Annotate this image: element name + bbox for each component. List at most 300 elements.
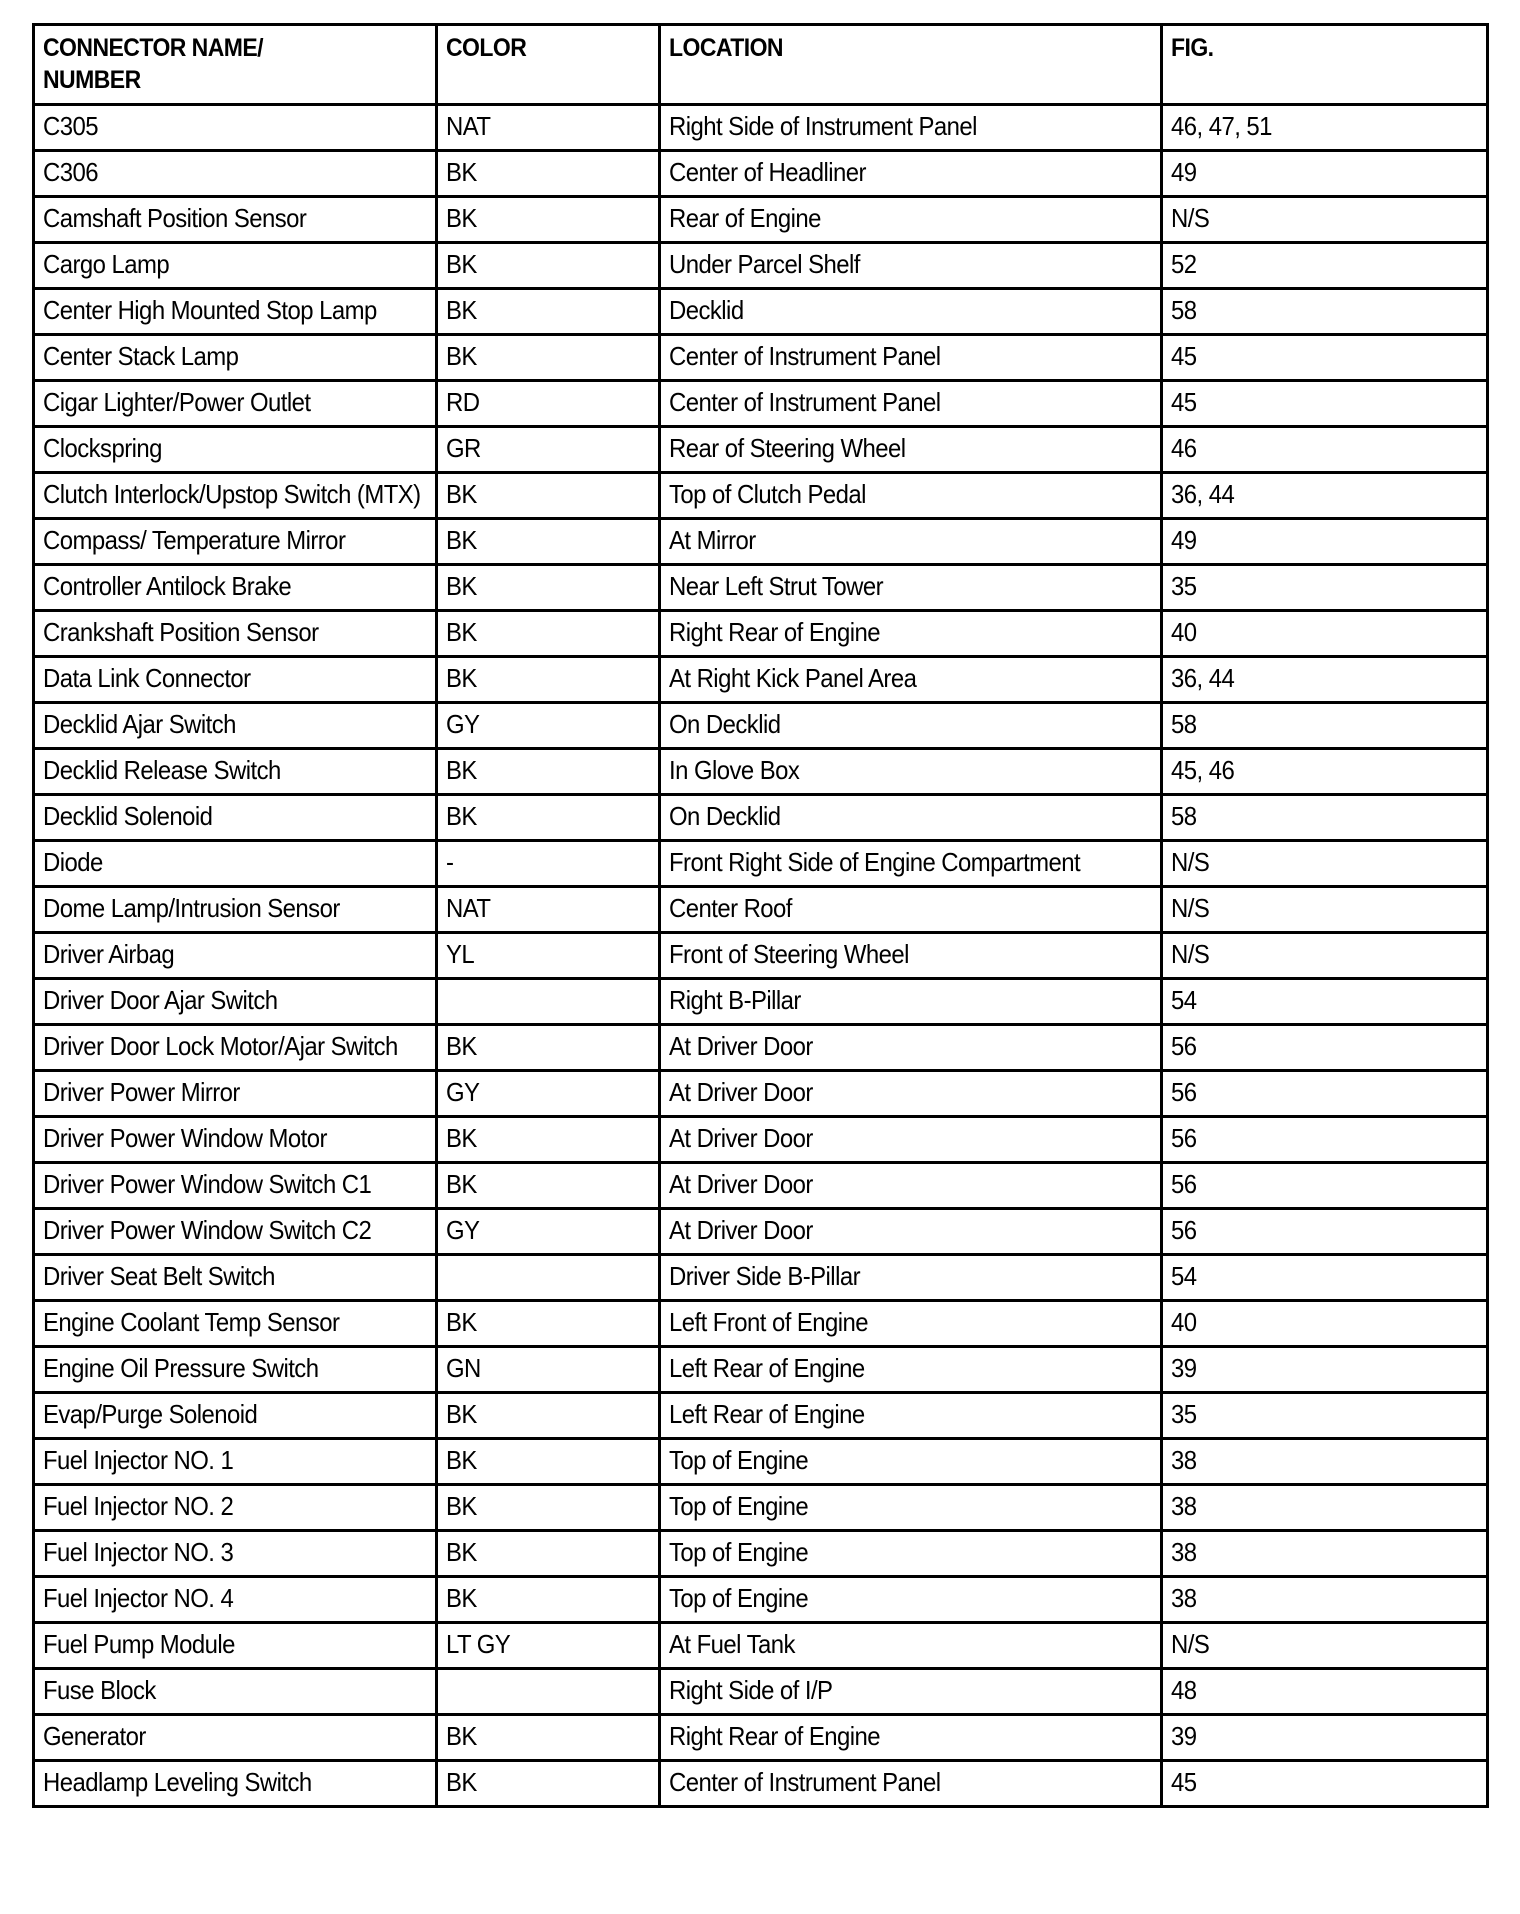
fig-cell xyxy=(1162,1071,1488,1117)
location-cell xyxy=(660,657,1162,703)
connector-name-cell-text: Cargo Lamp xyxy=(43,249,170,279)
location-cell-text: On Decklid xyxy=(669,709,781,739)
fig-cell xyxy=(1162,151,1488,197)
header-connector-name-text: CONNECTOR NAME/ NUMBER xyxy=(43,34,264,94)
connector-name-cell-text: Center High Mounted Stop Lamp xyxy=(43,295,377,325)
fig-cell-text: N/S xyxy=(1171,939,1210,969)
fig-cell-text: 54 xyxy=(1171,985,1197,1015)
color-cell-text: BK xyxy=(446,1031,477,1061)
connector-name-cell-text: Engine Oil Pressure Switch xyxy=(43,1353,319,1383)
location-cell-text: Right Rear of Engine xyxy=(669,1721,881,1751)
color-cell xyxy=(437,657,660,703)
color-cell xyxy=(437,427,660,473)
color-cell-text: BK xyxy=(446,1767,477,1797)
location-cell xyxy=(660,1071,1162,1117)
fig-cell xyxy=(1162,1439,1488,1485)
connector-name-cell xyxy=(34,1531,437,1577)
table-row xyxy=(34,979,1488,1025)
color-cell xyxy=(437,151,660,197)
header-location xyxy=(660,25,1162,105)
fig-cell-text: N/S xyxy=(1171,203,1210,233)
table-row xyxy=(34,105,1488,151)
connector-name-cell xyxy=(34,657,437,703)
location-cell xyxy=(660,1485,1162,1531)
connector-name-cell-text: Fuse Block xyxy=(43,1675,156,1705)
fig-cell xyxy=(1162,243,1488,289)
location-cell xyxy=(660,1531,1162,1577)
location-cell-text: Rear of Engine xyxy=(669,203,821,233)
location-cell xyxy=(660,1577,1162,1623)
location-cell xyxy=(660,1669,1162,1715)
fig-cell-text: 56 xyxy=(1171,1215,1197,1245)
color-cell-text: BK xyxy=(446,1583,477,1613)
connector-name-cell xyxy=(34,1117,437,1163)
color-cell xyxy=(437,1071,660,1117)
location-cell-text: Left Front of Engine xyxy=(669,1307,869,1337)
connector-name-cell-text: Driver Power Window Switch C1 xyxy=(43,1169,372,1199)
location-cell-text: Top of Engine xyxy=(669,1537,809,1567)
table-row xyxy=(34,1301,1488,1347)
location-cell xyxy=(660,427,1162,473)
fig-cell xyxy=(1162,1761,1488,1807)
connector-name-cell-text: Compass/ Temperature Mirror xyxy=(43,525,346,555)
connector-name-cell xyxy=(34,1347,437,1393)
color-cell xyxy=(437,749,660,795)
location-cell xyxy=(660,841,1162,887)
connector-name-cell-text: Driver Door Lock Motor/Ajar Switch xyxy=(43,1031,398,1061)
location-cell-text: Right B-Pillar xyxy=(669,985,801,1015)
color-cell-text: BK xyxy=(446,203,477,233)
location-cell xyxy=(660,473,1162,519)
color-cell xyxy=(437,1025,660,1071)
location-cell xyxy=(660,1347,1162,1393)
color-cell xyxy=(437,611,660,657)
table-row xyxy=(34,1485,1488,1531)
connector-name-cell xyxy=(34,197,437,243)
fig-cell-text: 45 xyxy=(1171,341,1197,371)
location-cell-text: Near Left Strut Tower xyxy=(669,571,883,601)
connector-name-cell xyxy=(34,427,437,473)
fig-cell xyxy=(1162,887,1488,933)
color-cell-text: BK xyxy=(446,801,477,831)
color-cell-text: BK xyxy=(446,1721,477,1751)
location-cell-text: At Driver Door xyxy=(669,1169,813,1199)
color-cell xyxy=(437,1715,660,1761)
fig-cell xyxy=(1162,1485,1488,1531)
location-cell xyxy=(660,979,1162,1025)
connector-name-cell xyxy=(34,1393,437,1439)
location-cell-text: At Driver Door xyxy=(669,1031,813,1061)
fig-cell-text: 58 xyxy=(1171,801,1197,831)
table-row xyxy=(34,1163,1488,1209)
color-cell-text: BK xyxy=(446,1169,477,1199)
connector-name-cell xyxy=(34,151,437,197)
header-fig xyxy=(1162,25,1488,105)
fig-cell xyxy=(1162,1255,1488,1301)
connector-name-cell-text: Controller Antilock Brake xyxy=(43,571,292,601)
header-color xyxy=(437,25,660,105)
table-body xyxy=(34,105,1488,1807)
location-cell xyxy=(660,1761,1162,1807)
header-fig-text: FIG. xyxy=(1171,34,1214,62)
color-cell-text: NAT xyxy=(446,893,491,923)
color-cell-text: YL xyxy=(446,939,475,969)
table-row xyxy=(34,933,1488,979)
connector-name-cell xyxy=(34,473,437,519)
color-cell xyxy=(437,335,660,381)
location-cell xyxy=(660,1117,1162,1163)
connector-name-cell-text: Dome Lamp/Intrusion Sensor xyxy=(43,893,340,923)
location-cell-text: Right Side of I/P xyxy=(669,1675,833,1705)
location-cell xyxy=(660,933,1162,979)
fig-cell-text: 38 xyxy=(1171,1537,1197,1567)
location-cell-text: Center of Instrument Panel xyxy=(669,341,941,371)
location-cell xyxy=(660,151,1162,197)
location-cell xyxy=(660,197,1162,243)
table-row xyxy=(34,1761,1488,1807)
location-cell xyxy=(660,1255,1162,1301)
location-cell-text: Front Right Side of Engine Compartment xyxy=(669,847,1081,877)
connector-name-cell-text: Clockspring xyxy=(43,433,162,463)
location-cell xyxy=(660,1209,1162,1255)
color-cell xyxy=(437,243,660,289)
connector-name-cell-text: Driver Seat Belt Switch xyxy=(43,1261,275,1291)
connector-name-cell xyxy=(34,979,437,1025)
connector-name-cell-text: Driver Airbag xyxy=(43,939,175,969)
table-row xyxy=(34,1669,1488,1715)
table-row xyxy=(34,611,1488,657)
color-cell xyxy=(437,1209,660,1255)
color-cell-text: RD xyxy=(446,387,480,417)
connector-name-cell-text: Evap/Purge Solenoid xyxy=(43,1399,258,1429)
location-cell-text: Center of Instrument Panel xyxy=(669,387,941,417)
color-cell xyxy=(437,565,660,611)
connector-name-cell-text: Fuel Injector NO. 4 xyxy=(43,1583,234,1613)
fig-cell xyxy=(1162,427,1488,473)
connector-name-cell-text: C306 xyxy=(43,157,98,187)
location-cell-text: Under Parcel Shelf xyxy=(669,249,860,279)
connector-name-cell xyxy=(34,1715,437,1761)
fig-cell-text: 49 xyxy=(1171,525,1197,555)
location-cell-text: Front of Steering Wheel xyxy=(669,939,909,969)
connector-name-cell xyxy=(34,1439,437,1485)
location-cell-text: In Glove Box xyxy=(669,755,800,785)
color-cell-text: BK xyxy=(446,341,477,371)
connector-name-cell-text: Cigar Lighter/Power Outlet xyxy=(43,387,311,417)
fig-cell xyxy=(1162,1623,1488,1669)
fig-cell-text: 56 xyxy=(1171,1077,1197,1107)
color-cell-text: GR xyxy=(446,433,481,463)
color-cell-text: BK xyxy=(446,157,477,187)
fig-cell-text: 48 xyxy=(1171,1675,1197,1705)
fig-cell xyxy=(1162,749,1488,795)
color-cell-text: BK xyxy=(446,1445,477,1475)
location-cell-text: Top of Engine xyxy=(669,1445,809,1475)
table-row xyxy=(34,151,1488,197)
location-cell-text: Center Roof xyxy=(669,893,792,923)
location-cell xyxy=(660,1163,1162,1209)
fig-cell-text: 56 xyxy=(1171,1031,1197,1061)
connector-name-cell xyxy=(34,1071,437,1117)
fig-cell xyxy=(1162,1669,1488,1715)
connector-name-cell xyxy=(34,289,437,335)
location-cell-text: At Fuel Tank xyxy=(669,1629,795,1659)
connector-name-cell xyxy=(34,1255,437,1301)
location-cell-text: Driver Side B-Pillar xyxy=(669,1261,861,1291)
fig-cell-text: 46, 47, 51 xyxy=(1171,111,1272,141)
fig-cell xyxy=(1162,933,1488,979)
connector-name-cell xyxy=(34,335,437,381)
color-cell xyxy=(437,703,660,749)
fig-cell-text: 39 xyxy=(1171,1353,1197,1383)
table-row xyxy=(34,1531,1488,1577)
location-cell-text: Right Rear of Engine xyxy=(669,617,881,647)
fig-cell-text: 45 xyxy=(1171,387,1197,417)
color-cell-text: BK xyxy=(446,617,477,647)
location-cell xyxy=(660,519,1162,565)
location-cell-text: At Driver Door xyxy=(669,1215,813,1245)
location-cell xyxy=(660,1715,1162,1761)
color-cell-text: BK xyxy=(446,571,477,601)
fig-cell xyxy=(1162,979,1488,1025)
location-cell xyxy=(660,1439,1162,1485)
connector-name-cell xyxy=(34,749,437,795)
color-cell-text: GY xyxy=(446,709,480,739)
table-row xyxy=(34,335,1488,381)
color-cell xyxy=(437,519,660,565)
connector-name-cell-text: Engine Coolant Temp Sensor xyxy=(43,1307,340,1337)
location-cell-text: Right Side of Instrument Panel xyxy=(669,111,977,141)
color-cell xyxy=(437,887,660,933)
connector-name-cell xyxy=(34,1577,437,1623)
table-row xyxy=(34,1025,1488,1071)
fig-cell xyxy=(1162,519,1488,565)
location-cell xyxy=(660,703,1162,749)
connector-name-cell-text: Driver Door Ajar Switch xyxy=(43,985,278,1015)
location-cell xyxy=(660,243,1162,289)
connector-name-cell-text: Center Stack Lamp xyxy=(43,341,239,371)
fig-cell xyxy=(1162,611,1488,657)
fig-cell xyxy=(1162,841,1488,887)
fig-cell-text: 45, 46 xyxy=(1171,755,1235,785)
connector-name-cell xyxy=(34,933,437,979)
fig-cell-text: 40 xyxy=(1171,1307,1197,1337)
connector-name-cell-text: Fuel Injector NO. 3 xyxy=(43,1537,234,1567)
fig-cell-text: 49 xyxy=(1171,157,1197,187)
fig-cell xyxy=(1162,197,1488,243)
connector-name-cell xyxy=(34,1623,437,1669)
table-row xyxy=(34,381,1488,427)
fig-cell-text: 56 xyxy=(1171,1123,1197,1153)
fig-cell xyxy=(1162,289,1488,335)
connector-name-cell-text: Driver Power Mirror xyxy=(43,1077,240,1107)
fig-cell-text: 46 xyxy=(1171,433,1197,463)
location-cell-text: At Right Kick Panel Area xyxy=(669,663,917,693)
fig-cell xyxy=(1162,105,1488,151)
fig-cell xyxy=(1162,565,1488,611)
location-cell-text: Decklid xyxy=(669,295,744,325)
fig-cell-text: N/S xyxy=(1171,847,1210,877)
fig-cell xyxy=(1162,795,1488,841)
fig-cell-text: 54 xyxy=(1171,1261,1197,1291)
fig-cell-text: 35 xyxy=(1171,1399,1197,1429)
connector-name-cell-text: Fuel Injector NO. 1 xyxy=(43,1445,234,1475)
color-cell xyxy=(437,1623,660,1669)
connector-name-cell xyxy=(34,565,437,611)
connector-name-cell xyxy=(34,611,437,657)
connector-name-cell-text: Camshaft Position Sensor xyxy=(43,203,307,233)
location-cell-text: Top of Engine xyxy=(669,1491,809,1521)
table-row xyxy=(34,1209,1488,1255)
color-cell xyxy=(437,473,660,519)
table-row xyxy=(34,1439,1488,1485)
location-cell xyxy=(660,1025,1162,1071)
connector-name-cell xyxy=(34,1209,437,1255)
location-cell-text: Center of Instrument Panel xyxy=(669,1767,941,1797)
fig-cell xyxy=(1162,1301,1488,1347)
table-row xyxy=(34,1347,1488,1393)
connector-name-cell-text: Fuel Injector NO. 2 xyxy=(43,1491,234,1521)
location-cell xyxy=(660,289,1162,335)
table-row xyxy=(34,473,1488,519)
fig-cell-text: 38 xyxy=(1171,1445,1197,1475)
connector-name-cell xyxy=(34,243,437,289)
color-cell-text: GN xyxy=(446,1353,481,1383)
color-cell-text: BK xyxy=(446,479,477,509)
color-cell-text: GY xyxy=(446,1215,480,1245)
color-cell-text: BK xyxy=(446,295,477,325)
color-cell xyxy=(437,1669,660,1715)
color-cell-text: NAT xyxy=(446,111,491,141)
color-cell-text: BK xyxy=(446,525,477,555)
fig-cell-text: 36, 44 xyxy=(1171,479,1235,509)
fig-cell xyxy=(1162,335,1488,381)
location-cell xyxy=(660,335,1162,381)
connector-name-cell-text: Decklid Release Switch xyxy=(43,755,281,785)
table-row xyxy=(34,749,1488,795)
location-cell xyxy=(660,565,1162,611)
fig-cell-text: 38 xyxy=(1171,1491,1197,1521)
fig-cell-text: 45 xyxy=(1171,1767,1197,1797)
connector-name-cell xyxy=(34,381,437,427)
header-color-text: COLOR xyxy=(446,34,527,62)
connector-name-cell-text: Headlamp Leveling Switch xyxy=(43,1767,312,1797)
color-cell xyxy=(437,1117,660,1163)
table-row xyxy=(34,887,1488,933)
color-cell xyxy=(437,795,660,841)
connector-name-cell xyxy=(34,1669,437,1715)
color-cell-text: - xyxy=(446,847,454,877)
location-cell xyxy=(660,1301,1162,1347)
header-row xyxy=(34,25,1488,105)
color-cell-text: BK xyxy=(446,1307,477,1337)
fig-cell xyxy=(1162,1393,1488,1439)
connector-name-cell xyxy=(34,1485,437,1531)
connector-name-cell xyxy=(34,105,437,151)
color-cell-text: GY xyxy=(446,1077,480,1107)
table-row xyxy=(34,1577,1488,1623)
color-cell xyxy=(437,1255,660,1301)
connector-name-cell-text: Decklid Solenoid xyxy=(43,801,213,831)
fig-cell xyxy=(1162,473,1488,519)
location-cell xyxy=(660,381,1162,427)
fig-cell xyxy=(1162,1347,1488,1393)
table-row xyxy=(34,1715,1488,1761)
color-cell xyxy=(437,105,660,151)
fig-cell xyxy=(1162,1163,1488,1209)
table-row xyxy=(34,795,1488,841)
color-cell-text: BK xyxy=(446,755,477,785)
table-row xyxy=(34,841,1488,887)
connector-name-cell-text: Data Link Connector xyxy=(43,663,251,693)
location-cell-text: Top of Clutch Pedal xyxy=(669,479,866,509)
connector-name-cell-text: Generator xyxy=(43,1721,146,1751)
header-connector-name xyxy=(34,25,437,105)
location-cell-text: At Mirror xyxy=(669,525,756,555)
connector-name-cell-text: Crankshaft Position Sensor xyxy=(43,617,319,647)
fig-cell xyxy=(1162,1209,1488,1255)
location-cell-text: Center of Headliner xyxy=(669,157,866,187)
color-cell-text: BK xyxy=(446,1123,477,1153)
connector-name-cell-text: Diode xyxy=(43,847,103,877)
fig-cell-text: 35 xyxy=(1171,571,1197,601)
header-location-text: LOCATION xyxy=(669,34,783,62)
table-row xyxy=(34,565,1488,611)
color-cell xyxy=(437,1577,660,1623)
connector-name-cell-text: Clutch Interlock/Upstop Switch (MTX) xyxy=(43,479,421,509)
location-cell-text: Top of Engine xyxy=(669,1583,809,1613)
connector-name-cell xyxy=(34,1301,437,1347)
color-cell-text: BK xyxy=(446,663,477,693)
connector-name-cell xyxy=(34,841,437,887)
connector-name-cell xyxy=(34,519,437,565)
fig-cell xyxy=(1162,1577,1488,1623)
color-cell xyxy=(437,1301,660,1347)
color-cell-text: LT GY xyxy=(446,1629,511,1659)
connector-name-cell-text: C305 xyxy=(43,111,98,141)
fig-cell-text: 58 xyxy=(1171,709,1197,739)
location-cell xyxy=(660,105,1162,151)
fig-cell xyxy=(1162,381,1488,427)
table-row xyxy=(34,1255,1488,1301)
fig-cell xyxy=(1162,1025,1488,1071)
location-cell xyxy=(660,795,1162,841)
location-cell-text: At Driver Door xyxy=(669,1077,813,1107)
connector-name-cell xyxy=(34,703,437,749)
table-row xyxy=(34,657,1488,703)
location-cell-text: Rear of Steering Wheel xyxy=(669,433,906,463)
location-cell-text: At Driver Door xyxy=(669,1123,813,1153)
fig-cell xyxy=(1162,657,1488,703)
connector-name-cell-text: Driver Power Window Motor xyxy=(43,1123,327,1153)
connector-name-cell-text: Driver Power Window Switch C2 xyxy=(43,1215,372,1245)
color-cell xyxy=(437,1393,660,1439)
fig-cell xyxy=(1162,1531,1488,1577)
fig-cell-text: 56 xyxy=(1171,1169,1197,1199)
connector-table xyxy=(32,23,1489,1808)
table-header xyxy=(34,25,1488,105)
color-cell-text: BK xyxy=(446,1491,477,1521)
connector-name-cell xyxy=(34,1163,437,1209)
location-cell xyxy=(660,749,1162,795)
table-row xyxy=(34,1117,1488,1163)
color-cell xyxy=(437,1347,660,1393)
table-row xyxy=(34,289,1488,335)
table-row xyxy=(34,519,1488,565)
color-cell xyxy=(437,933,660,979)
table-row xyxy=(34,243,1488,289)
color-cell xyxy=(437,1761,660,1807)
